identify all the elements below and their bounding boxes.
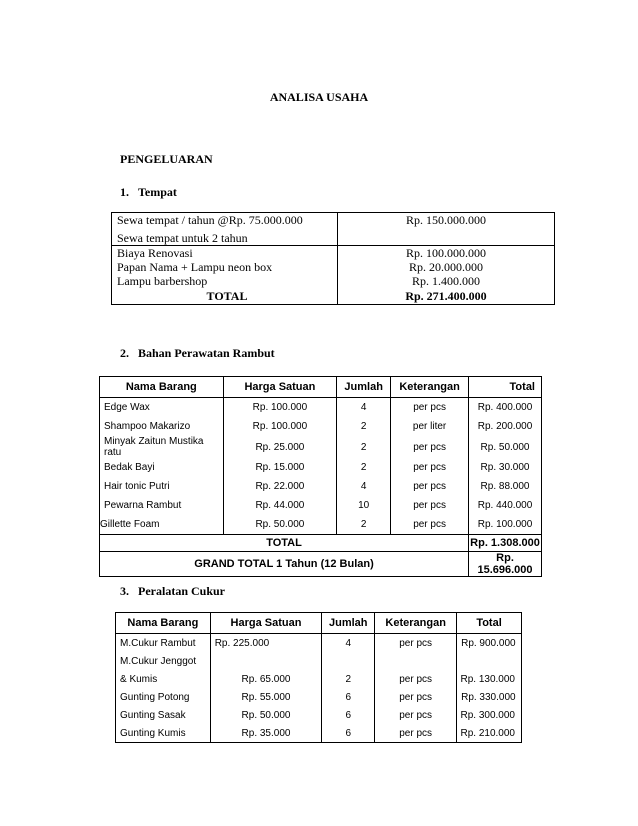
table-row [100, 496, 542, 515]
cell-price: Rp. 50.000 [223, 515, 337, 535]
cell-value: Rp. 150.000.000 [338, 213, 555, 228]
cell-total: Rp. 330.000 [457, 688, 522, 706]
cell-name: Gunting Sasak [116, 706, 211, 724]
cell-total: Rp. 30.000 [469, 458, 542, 477]
cell-price: Rp. 65.000 [210, 670, 322, 688]
cell-price: Rp. 22.000 [223, 477, 337, 496]
cell-note [375, 652, 457, 670]
grand-total-row [100, 552, 542, 577]
cell-qty: 6 [322, 724, 375, 743]
cell-price: Rp. 100.000 [223, 417, 337, 436]
column-header: Total [457, 613, 522, 634]
table-row [112, 274, 555, 288]
bahan-table [99, 376, 542, 577]
cell-name: Minyak Zaitun Mustika ratu [100, 436, 224, 458]
table-row [100, 398, 542, 418]
total-row [100, 535, 542, 552]
cell-note: per pcs [391, 436, 469, 458]
section-heading: PENGELUARAN [120, 152, 213, 166]
cell-total: Rp. 88.000 [469, 477, 542, 496]
column-header: Nama Barang [116, 613, 211, 634]
cell-total: Rp. 50.000 [469, 436, 542, 458]
cell-name: Edge Wax [100, 398, 224, 418]
table-row [116, 652, 522, 670]
cell-note: per pcs [375, 724, 457, 743]
cell-qty: 2 [337, 436, 391, 458]
cell-price: Rp. 44.000 [223, 496, 337, 515]
cell-qty: 2 [322, 670, 375, 688]
cell-note: per pcs [375, 670, 457, 688]
cell-qty: 2 [337, 458, 391, 477]
cell-note: per pcs [391, 515, 469, 535]
cell-price [210, 652, 322, 670]
cell-qty: 4 [322, 634, 375, 653]
column-header: Keterangan [375, 613, 457, 634]
cell-note: per pcs [391, 398, 469, 418]
cell-price: Rp. 100.000 [223, 398, 337, 418]
table-header-row [100, 377, 542, 398]
peralatan-table [115, 612, 522, 743]
table-row [116, 688, 522, 706]
table-row [116, 706, 522, 724]
cell-name: Hair tonic Putri [100, 477, 224, 496]
column-header: Jumlah [322, 613, 375, 634]
total-row [112, 288, 555, 305]
cell-total: Rp. 400.000 [469, 398, 542, 418]
cell-name: Shampoo Makarizo [100, 417, 224, 436]
cell-note: per pcs [375, 706, 457, 724]
table-row [112, 260, 555, 274]
grand-total-label: GRAND TOTAL 1 Tahun (12 Bulan) [100, 552, 469, 577]
column-header: Harga Satuan [210, 613, 322, 634]
cell-price: Rp. 15.000 [223, 458, 337, 477]
cell-price: Rp. 225.000 [210, 634, 322, 653]
cell-value: Rp. 100.000.000 [338, 246, 555, 261]
column-header: Total [469, 377, 542, 398]
cell-total: Rp. 130.000 [457, 670, 522, 688]
table-row [116, 670, 522, 688]
cell-value [338, 227, 555, 246]
column-header: Nama Barang [100, 377, 224, 398]
table-row [116, 724, 522, 743]
cell-label: Lampu barbershop [112, 274, 338, 288]
cell-label: Papan Nama + Lampu neon box [112, 260, 338, 274]
cell-price: Rp. 35.000 [210, 724, 322, 743]
cell-price: Rp. 55.000 [210, 688, 322, 706]
table-row [100, 458, 542, 477]
cell-name: M.Cukur Rambut [116, 634, 211, 653]
cell-note: per liter [391, 417, 469, 436]
cell-price: Rp. 25.000 [223, 436, 337, 458]
page-title: ANALISA USAHA [269, 90, 369, 104]
section-2-heading: 2. Bahan Perawatan Rambut [120, 346, 275, 360]
cell-value: Rp. 1.400.000 [338, 274, 555, 288]
cell-qty: 4 [337, 398, 391, 418]
cell-name: & Kumis [116, 670, 211, 688]
cell-label: Biaya Renovasi [112, 246, 338, 261]
cell-total: Rp. 440.000 [469, 496, 542, 515]
cell-value: Rp. 20.000.000 [338, 260, 555, 274]
cell-name: Gunting Kumis [116, 724, 211, 743]
tempat-table [111, 212, 555, 305]
cell-note: per pcs [375, 634, 457, 653]
cell-name: Pewarna Rambut [100, 496, 224, 515]
column-header: Harga Satuan [223, 377, 337, 398]
cell-total: Rp. 100.000 [469, 515, 542, 535]
cell-note: per pcs [375, 688, 457, 706]
cell-qty: 4 [337, 477, 391, 496]
section-3-heading: 3. Peralatan Cukur [120, 584, 225, 598]
cell-total: Rp. 300.000 [457, 706, 522, 724]
total-label: TOTAL [100, 535, 469, 552]
cell-qty: 6 [322, 688, 375, 706]
table-header-row [116, 613, 522, 634]
cell-name: Bedak Bayi [100, 458, 224, 477]
cell-total: Rp. 900.000 [457, 634, 522, 653]
total-value: Rp. 271.400.000 [338, 288, 555, 305]
cell-qty: 6 [322, 706, 375, 724]
cell-name: Gillette Foam [100, 515, 224, 535]
cell-price: Rp. 50.000 [210, 706, 322, 724]
table-row [100, 477, 542, 496]
table-row [100, 515, 542, 535]
cell-note: per pcs [391, 458, 469, 477]
cell-label: Sewa tempat untuk 2 tahun [112, 227, 338, 246]
cell-qty [322, 652, 375, 670]
cell-name: Gunting Potong [116, 688, 211, 706]
cell-qty: 2 [337, 515, 391, 535]
cell-total: Rp. 200.000 [469, 417, 542, 436]
cell-note: per pcs [391, 496, 469, 515]
section-1-heading: 1. Tempat [120, 185, 177, 199]
cell-qty: 10 [337, 496, 391, 515]
table-row [100, 417, 542, 436]
cell-total: Rp. 210.000 [457, 724, 522, 743]
cell-note: per pcs [391, 477, 469, 496]
table-row [112, 227, 555, 246]
table-row [100, 436, 542, 458]
column-header: Jumlah [337, 377, 391, 398]
cell-total [457, 652, 522, 670]
table-row [116, 634, 522, 653]
table-row [112, 213, 555, 228]
table-row [112, 246, 555, 261]
cell-qty: 2 [337, 417, 391, 436]
column-header: Keterangan [391, 377, 469, 398]
cell-name: M.Cukur Jenggot [116, 652, 211, 670]
cell-label: Sewa tempat / tahun @Rp. 75.000.000 [112, 213, 338, 228]
grand-total-value: Rp. 15.696.000 [469, 552, 542, 577]
total-label: TOTAL [112, 288, 338, 305]
total-value: Rp. 1.308.000 [469, 535, 542, 552]
